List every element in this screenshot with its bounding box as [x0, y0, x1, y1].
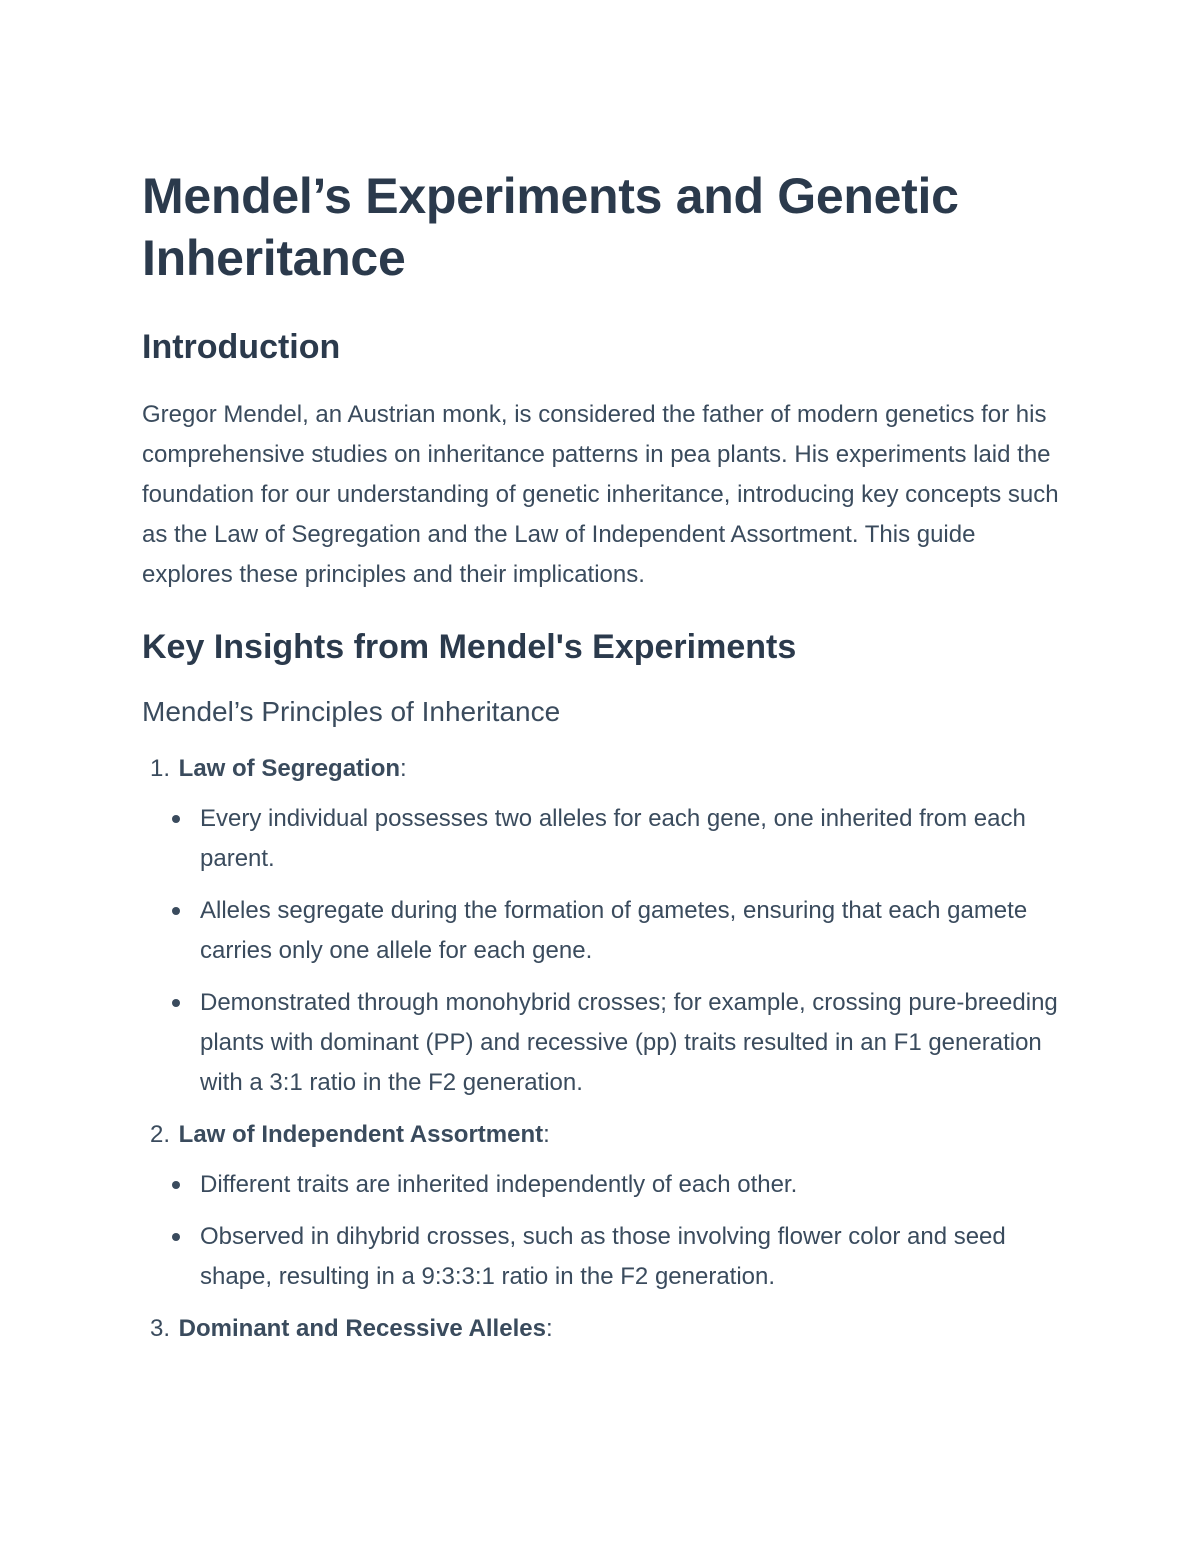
- bullet-text: Different traits are inherited independently of each other.: [200, 1171, 798, 1198]
- bullet-dot-icon: [172, 1181, 180, 1189]
- list-item-suffix: :: [400, 755, 407, 782]
- bullet-item: [200, 1217, 1062, 1297]
- bullet-text: Every individual possesses two alleles for each gene, one inherited from each parent.: [200, 805, 1026, 872]
- list-item: [142, 1309, 1062, 1349]
- list-item-heading: [142, 749, 1062, 789]
- document-title: Mendel’s Experiments and Genetic Inheritance: [142, 168, 959, 286]
- bullet-dot-icon: [172, 1233, 180, 1241]
- principles-list: [142, 749, 1062, 1349]
- sub-list: [142, 799, 1062, 1103]
- intro-heading: Introduction: [142, 328, 341, 366]
- sub-list: [142, 1165, 1062, 1297]
- list-item-suffix: :: [543, 1121, 550, 1148]
- list-item-suffix: :: [545, 1315, 553, 1342]
- insights-heading: Key Insights from Mendel's Experiments: [142, 628, 797, 666]
- bullet-text: Demonstrated through monohybrid crosses; for example, crossing pure-breeding plants with dominant (PP) and recessive (pp) traits resulted in an F1 generation with a 3:1 ratio in the F2 generation.: [200, 989, 1058, 1096]
- bullet-dot-icon: [172, 999, 180, 1007]
- list-item: [142, 1115, 1062, 1297]
- bullet-text: Observed in dihybrid crosses, such as those involving flower color and seed shape, resulting in a 9:3:3:1 ratio in the F2 generation.: [200, 1223, 1006, 1290]
- bullet-item: [200, 891, 1062, 971]
- list-item-number: 3.: [149, 1315, 170, 1342]
- list-item: [142, 749, 1062, 1103]
- bullet-dot-icon: [172, 815, 180, 823]
- bullet-item: [200, 1165, 1062, 1205]
- intro-paragraph: Gregor Mendel, an Austrian monk, is considered the father of modern genetics for his comprehensive studies on inheritance patterns in pea plants. His experiments laid the foundation for our understanding of genetic inheritance, introducing key concepts such as the Law of Segregation and the Law of Independent Assortment. This guide explores these principles and their implications.: [142, 401, 1059, 588]
- bullet-text: Alleles segregate during the formation of gametes, ensuring that each gamete carries only one allele for each gene.: [200, 897, 1028, 964]
- list-item-heading: [142, 1309, 1062, 1349]
- list-item-heading: [142, 1115, 1062, 1155]
- bullet-item: [200, 799, 1062, 879]
- principles-subheading: Mendel’s Principles of Inheritance: [142, 696, 561, 727]
- list-item-label: Law of Segregation: [178, 755, 401, 782]
- list-item-label: Law of Independent Assortment: [178, 1121, 544, 1148]
- list-item-number: 2.: [149, 1121, 170, 1148]
- document-page: [142, 165, 1062, 1349]
- bullet-item: [200, 983, 1062, 1103]
- list-item-number: 1.: [149, 755, 170, 782]
- bullet-dot-icon: [172, 907, 180, 915]
- list-item-label: Dominant and Recessive Alleles: [178, 1315, 546, 1342]
